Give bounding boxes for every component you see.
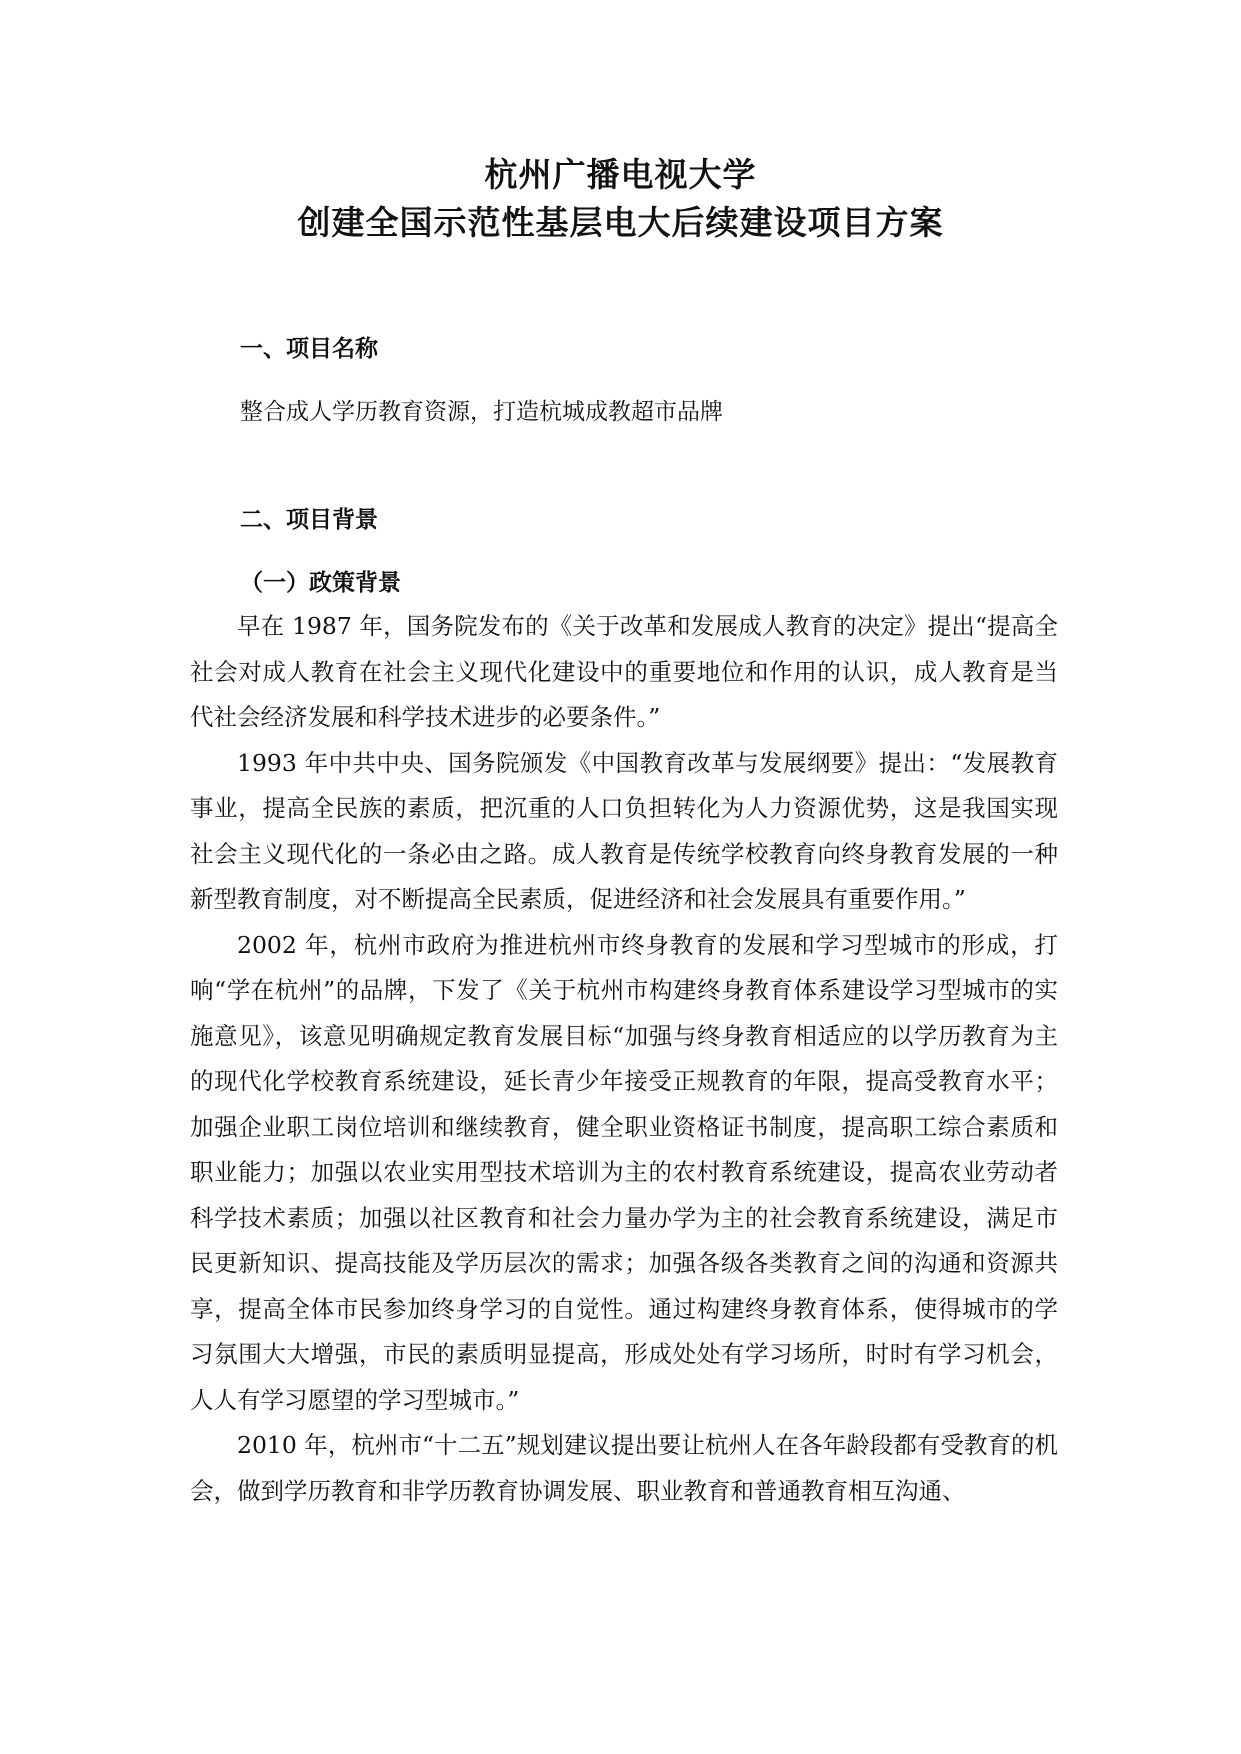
- body-paragraph: 1993 年中共中央、国务院颁发《中国教育改革与发展纲要》提出：“发展教育事业，提高全民族的素质，把沉重的人口负担转化为人力资源优势，这是我国实现社会主义现代化的一条必由之路。成人教育是传统学校教育向终身教育发展的一种新型教育制度，对不断提高全民素质，促进经济和社会发展具有重要作用。”: [190, 748, 1058, 913]
- section-heading-project-name: 一、项目名称: [240, 336, 378, 362]
- body-paragraph: 早在 1987 年，国务院发布的《关于改革和发展成人教育的决定》提出“提高全社会对成人教育在社会主义现代化建设中的重要地位和作用的认识，成人教育是当代社会经济发展和科学技术进步的必要条件。”: [190, 612, 1058, 731]
- document-title-line-1: 杭州广播电视大学: [484, 155, 757, 194]
- subsection-heading-policy-background: （一）政策背景: [240, 570, 401, 596]
- document-title-line-2: 创建全国示范性基层电大后续建设项目方案: [297, 203, 944, 242]
- project-name-text: 整合成人学历教育资源，打造杭城成教超市品牌: [240, 399, 723, 425]
- policy-background-body: [190, 604, 1058, 1514]
- body-paragraph: 2002 年，杭州市政府为推进杭州市终身教育的发展和学习型城市的形成，打响“学在杭州”的品牌，下发了《关于杭州市构建终身教育体系建设学习型城市的实施意见》，该意见明确规定教育发展目标“加强与终身教育相适应的以学历教育为主的现代化学校教育系统建设，延长青少年接受正规教育的年限，提高受教育水平；加强企业职工岗位培训和继续教育，健全职业资格证书制度，提高职工综合素质和职业能力；加强以农业实用型技术培训为主的农村教育系统建设，提高农业劳动者科学技术素质；加强以社区教育和社会力量办学为主的社会教育系统建设，满足市民更新知识、提高技能及学历层次的需求；加强各级各类教育之间的沟通和资源共享，提高全体市民参加终身学习的自觉性。通过构建终身教育体系，使得城市的学习氛围大大增强，市民的素质明显提高，形成处处有学习场所，时时有学习机会，人人有学习愿望的学习型城市。”: [190, 930, 1058, 1414]
- section-heading-project-background: 二、项目背景: [240, 507, 378, 533]
- body-paragraph: 2010 年，杭州市“十二五”规划建议提出要让杭州人在各年龄段都有受教育的机会，做到学历教育和非学历教育协调发展、职业教育和普通教育相互沟通、: [190, 1431, 1058, 1505]
